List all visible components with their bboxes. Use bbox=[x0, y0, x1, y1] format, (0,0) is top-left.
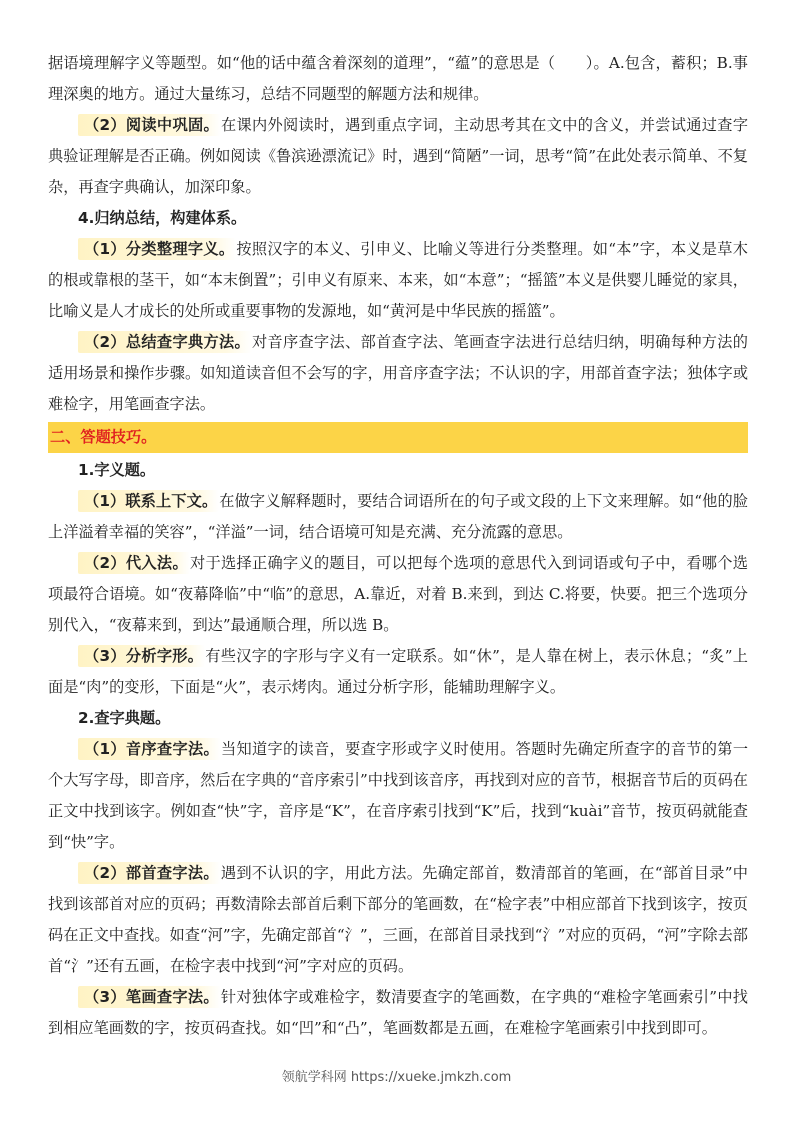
subheading-label: （2）阅读中巩固。 bbox=[78, 114, 221, 136]
paragraph-text: 对音序查字法、部首查字法、笔画查字法进行总结归纳，明确每种方法的适用场景和操作步骤。如知道读音但不会写的字，用音序查字法；不认识的字，用部首查字法；独体字或难检字，用笔画查字法。 bbox=[48, 333, 748, 413]
section-title-bar: 二、答题技巧。 bbox=[48, 422, 748, 453]
paragraph-dictionary-methods bbox=[48, 327, 748, 420]
paragraph-continuation: 据语境理解字义等题型。如“他的话中蕴含着深刻的道理”，“蕴”的意思是（ ）。A.包含，蓄积；B.事理深奥的地方。通过大量练习，总结不同题型的解题方法和规律。 bbox=[48, 54, 748, 103]
document-body bbox=[48, 48, 748, 1044]
paragraph-stroke-lookup bbox=[48, 982, 748, 1044]
paragraph-phonetic-lookup bbox=[48, 734, 748, 858]
heading-summarize: 4.归纳总结，构建体系。 bbox=[78, 209, 247, 227]
paragraph-text: 有些汉字的字形与字义有一定联系。如“休”，是人靠在树上，表示休息；“炙”上面是“肉”的变形，下面是“火”，表示烤肉。通过分析字形，能辅助理解字义。 bbox=[48, 647, 748, 696]
paragraph-radical-lookup bbox=[48, 858, 748, 982]
subheading-label: （2）总结查字典方法。 bbox=[78, 331, 252, 353]
subheading-label: （1）联系上下文。 bbox=[78, 490, 219, 512]
heading-word-meaning: 1.字义题。 bbox=[78, 461, 156, 479]
subheading-label: （3）笔画查字法。 bbox=[78, 986, 221, 1008]
paragraph-text: 当知道字的读音，要查字形或字义时使用。答题时先确定所查字的音节的第一个大写字母，即音序，然后在字典的“音序索引”中找到该音序，再找到对应的音节，根据音节后的页码在正文中找到该字。例如查“快”字，音序是“K”，在音序索引找到“K”后，找到“kuài”音节，按页码就能查到“快”字。 bbox=[48, 740, 749, 851]
paragraph-text: 在做字义解释题时，要结合词语所在的句子或文段的上下文来理解。如“他的脸上洋溢着幸福的笑容”，“洋溢”一词，结合语境可知是充满、充分流露的意思。 bbox=[48, 492, 748, 541]
paragraph-classify bbox=[48, 234, 748, 327]
paragraph-substitution bbox=[48, 548, 748, 641]
page-footer: 领航学科网 https://xueke.jmkzh.com bbox=[281, 1070, 512, 1085]
paragraph-context bbox=[48, 486, 748, 548]
subheading-label: （2）代入法。 bbox=[78, 552, 190, 574]
paragraph-text: 按照汉字的本义、引申义、比喻义等进行分类整理。如“本”字，本义是草木的根或靠根的茎干，如“本末倒置”；引申义有原来、本来，如“本意”；“摇篮”本义是供婴儿睡觉的家具，比喻义是人才成长的处所或重要事物的发源地，如“黄河是中华民族的摇篮”。 bbox=[48, 240, 748, 320]
heading-dictionary: 2.查字典题。 bbox=[78, 709, 171, 727]
paragraph-reading-consolidate bbox=[48, 110, 748, 203]
subheading-label: （2）部首查字法。 bbox=[78, 862, 221, 884]
paragraph-text: 在课内外阅读时，遇到重点字词，主动思考其在文中的含义，并尝试通过查字典验证理解是否正确。例如阅读《鲁滨逊漂流记》时，遇到“简陋”一词，思考“简”在此处表示简单、不复杂，再查字典确认，加深印象。 bbox=[48, 116, 749, 196]
paragraph-glyph-analysis bbox=[48, 641, 748, 703]
paragraph-text: 遇到不认识的字，用此方法。先确定部首，数清部首的笔画，在“部首目录”中找到该部首对应的页码；再数清除去部首后剩下部分的笔画数，在“检字表”中相应部首下找到该字，按页码在正文中查找。如查“河”字，先确定部首“氵”，三画，在部首目录找到“氵”对应的页码，“河”字除去部首“氵”还有五画，在检字表中找到“河”字对应的页码。 bbox=[48, 864, 748, 975]
subheading-label: （3）分析字形。 bbox=[78, 645, 205, 667]
paragraph-text: 针对独体字或难检字，数清要查字的笔画数，在字典的“难检字笔画索引”中找到相应笔画数的字，按页码查找。如“凹”和“凸”，笔画数都是五画，在难检字笔画索引中找到即可。 bbox=[48, 988, 748, 1037]
subheading-label: （1）音序查字法。 bbox=[78, 738, 221, 760]
subheading-label: （1）分类整理字义。 bbox=[78, 238, 236, 260]
paragraph-text: 对于选择正确字义的题目，可以把每个选项的意思代入到词语或句子中，看哪个选项最符合语境。如“夜幕降临”中“临”的意思，A.靠近，对着 B.来到，到达 C.将要，快要。把三个选项分别代入，“夜幕来到，到达”最通顺合理，所以选 B。 bbox=[48, 554, 748, 634]
